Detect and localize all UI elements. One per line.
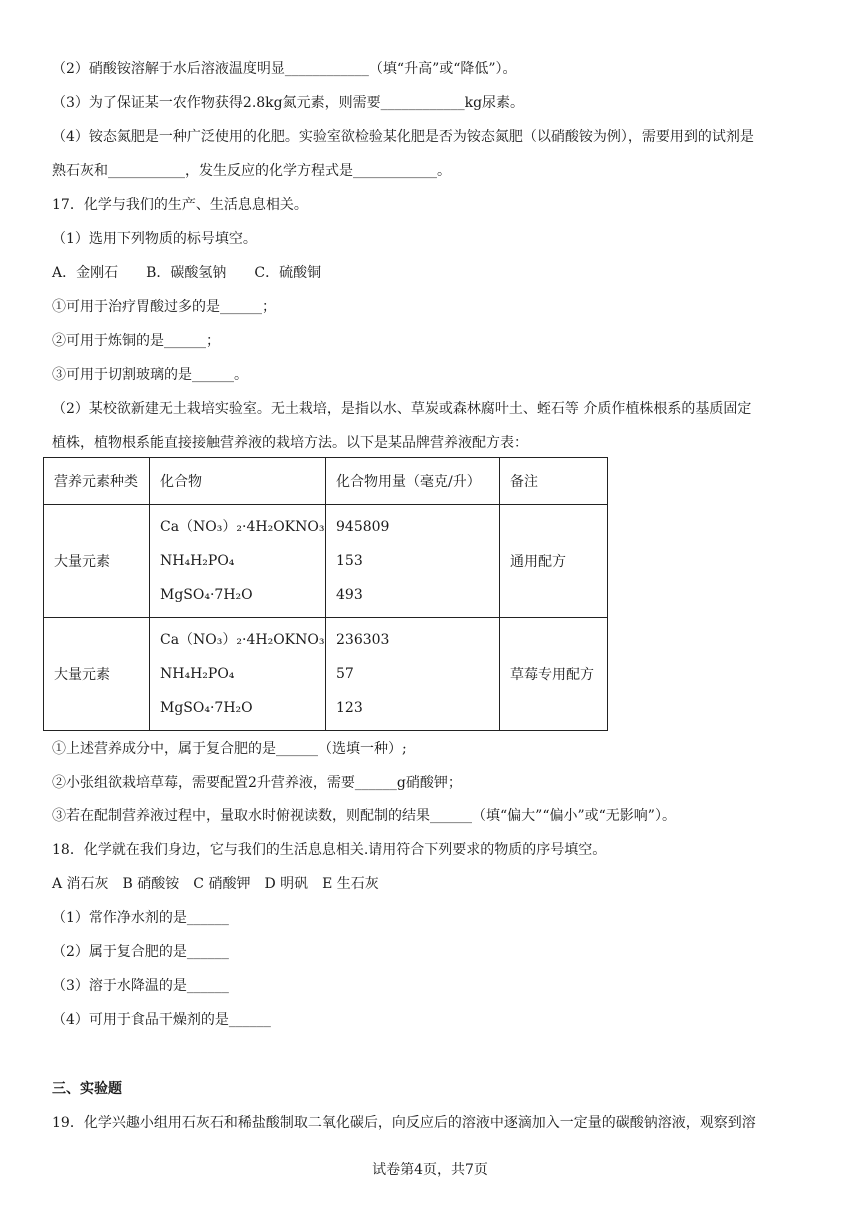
question-17-part-2-blank-3: ③若在配制营养液过程中，量取水时俯视读数，则配制的结果______（填“偏大”“偏小”或“无影响”）。 <box>52 808 676 824</box>
amount: 236303 <box>336 632 390 648</box>
question-18-blank-1: （1）常作净水剂的是______ <box>52 910 229 926</box>
amount: 153 <box>336 553 363 569</box>
question-16-part-4-line-1: （4）铵态氮肥是一种广泛使用的化肥。实验室欲检验某化肥是否为铵态氮肥（以硝酸铵为例），需要用到的试剂是 <box>52 129 754 145</box>
question-17-stem: 17．化学与我们的生产、生活息息相关。 <box>52 197 308 213</box>
table-header-row <box>44 458 608 505</box>
section-heading-experiment: 三、实验题 <box>52 1081 122 1097</box>
amounts-cell <box>326 505 500 618</box>
category-cell: 大量元素 <box>44 505 150 618</box>
page-footer: 试卷第4页，共7页 <box>372 1162 488 1178</box>
amount: 493 <box>336 587 363 603</box>
note-cell: 草莓专用配方 <box>500 618 608 731</box>
note-cell: 通用配方 <box>500 505 608 618</box>
table-row <box>44 505 608 618</box>
table-header-cell: 化合物用量（毫克/升） <box>326 458 500 505</box>
question-17-blank-1: ①可用于治疗胃酸过多的是______； <box>52 299 276 315</box>
question-16-part-2: （2）硝酸铵溶解于水后溶液温度明显____________（填“升高”或“降低”）。 <box>52 61 517 77</box>
table-header-cell: 备注 <box>500 458 608 505</box>
table-header-cell: 化合物 <box>150 458 326 505</box>
amount: 123 <box>336 700 363 716</box>
category-cell: 大量元素 <box>44 618 150 731</box>
question-19-stem: 19．化学兴趣小组用石灰石和稀盐酸制取二氧化碳后，向反应后的溶液中逐滴加入一定量的碳酸钠溶液，观察到溶 <box>52 1115 756 1131</box>
question-18-options: A 消石灰 B 硝酸铵 C 硝酸钾 D 明矾 E 生石灰 <box>52 876 379 892</box>
compound: NH₄H₂PO₄ <box>160 666 235 682</box>
compound: MgSO₄·7H₂O <box>160 700 253 716</box>
question-17-part-2-line-2: 植株，植物根系能直接接触营养液的栽培方法。以下是某品牌营养液配方表： <box>52 435 528 451</box>
question-17-blank-2: ②可用于炼铜的是______； <box>52 333 220 349</box>
question-17-options: A．金刚石 B．碳酸氢钠 C．硫酸铜 <box>52 265 322 281</box>
compound: Ca（NO₃）₂·4H₂OKNO₃ <box>160 519 325 535</box>
compounds-cell <box>150 618 326 731</box>
question-18-blank-2: （2）属于复合肥的是______ <box>52 944 229 960</box>
question-17-blank-3: ③可用于切割玻璃的是______。 <box>52 367 248 383</box>
compound: Ca（NO₃）₂·4H₂OKNO₃ <box>160 632 325 648</box>
compounds-cell <box>150 505 326 618</box>
question-18-blank-4: （4）可用于食品干燥剂的是______ <box>52 1012 271 1028</box>
amount: 945809 <box>336 519 390 535</box>
question-17-part-2-line-1: （2）某校欲新建无土栽培实验室。无土栽培，是指以水、草炭或森林腐叶土、蛭石等 介质作植株根系的基质固定 <box>52 401 752 417</box>
table-row <box>44 618 608 731</box>
question-18-stem: 18．化学就在我们身边，它与我们的生活息息相关.请用符合下列要求的物质的序号填空。 <box>52 842 607 858</box>
compound: MgSO₄·7H₂O <box>160 587 253 603</box>
amounts-cell <box>326 618 500 731</box>
question-17-part-1: （1）选用下列物质的标号填空。 <box>52 231 257 247</box>
table-header-cell: 营养元素种类 <box>44 458 150 505</box>
question-18-blank-3: （3）溶于水降温的是______ <box>52 978 229 994</box>
nutrient-formula-table <box>43 457 608 731</box>
question-16-part-3: （3）为了保证某一农作物获得2.8kg氮元素，则需要____________kg尿素。 <box>52 95 525 111</box>
question-17-part-2-blank-1: ①上述营养成分中，属于复合肥的是______（选填一种）; <box>52 741 407 757</box>
question-17-part-2-blank-2: ②小张组欲栽培草莓，需要配置2升营养液，需要______g硝酸钾； <box>52 775 462 791</box>
question-16-part-4-line-2: 熟石灰和___________，发生反应的化学方程式是____________。 <box>52 163 451 179</box>
amount: 57 <box>336 666 354 682</box>
compound: NH₄H₂PO₄ <box>160 553 235 569</box>
